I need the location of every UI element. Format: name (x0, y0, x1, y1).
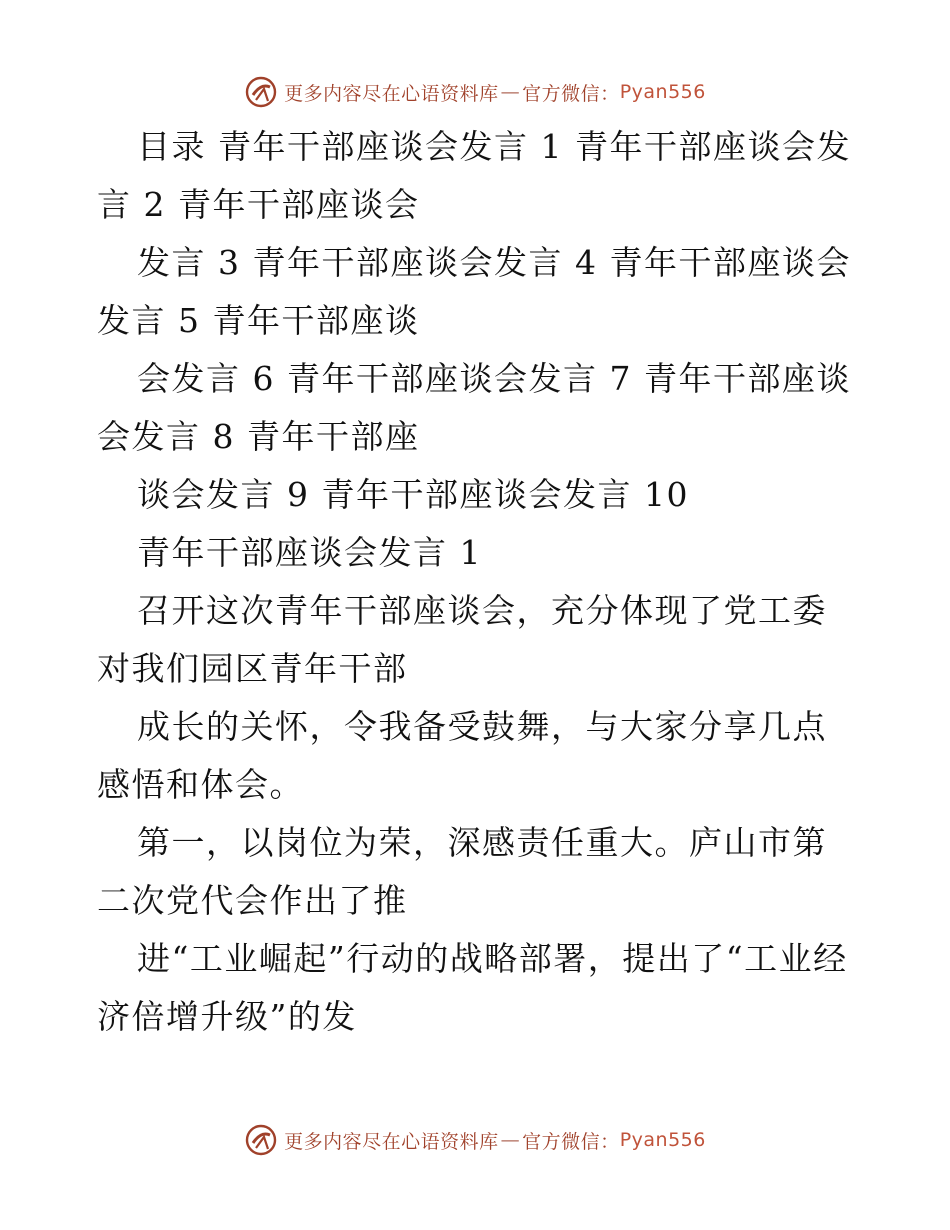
watermark-wechat-prefix: 官方微信： (522, 82, 620, 105)
document-body (97, 118, 857, 1046)
watermark-dash: — (500, 1129, 521, 1151)
toc-paragraph-3: 会发言 6 青年干部座谈会发言 7 青年干部座谈会发言 8 青年干部座 (97, 359, 851, 456)
toc-paragraph-4: 谈会发言 9 青年干部座谈会发言 10 (137, 475, 689, 514)
body-paragraph-1: 召开这次青年干部座谈会，充分体现了党工委对我们园区青年干部 (97, 591, 827, 688)
watermark-wechat-prefix: 官方微信： (522, 1130, 620, 1153)
ribbon-logo-icon (244, 75, 278, 109)
watermark-brand-text: 更多内容尽在心语资料库 (284, 82, 499, 105)
body-paragraph-4: 进“工业崛起”行动的战略部署，提出了“工业经济倍增升级”的发 (97, 939, 848, 1036)
watermark-wechat-id: Pyan556 (619, 1129, 706, 1151)
toc-paragraph-1: 目录 青年干部座谈会发言 1 青年干部座谈会发言 2 青年干部座谈会 (97, 127, 851, 224)
ribbon-logo-icon (244, 1123, 278, 1157)
body-paragraph-3: 第一，以岗位为荣，深感责任重大。庐山市第二次党代会作出了推 (97, 823, 827, 920)
body-paragraph-2: 成长的关怀，令我备受鼓舞，与大家分享几点感悟和体会。 (97, 707, 827, 804)
watermark-wechat-id: Pyan556 (619, 81, 706, 103)
toc-paragraph-2: 发言 3 青年干部座谈会发言 4 青年干部座谈会发言 5 青年干部座谈 (97, 243, 851, 340)
footer-watermark (0, 1120, 950, 1160)
watermark-dash: — (500, 81, 521, 103)
section-heading: 青年干部座谈会发言 1 (137, 533, 482, 572)
watermark-brand-text: 更多内容尽在心语资料库 (284, 1130, 499, 1153)
header-watermark (0, 72, 950, 112)
